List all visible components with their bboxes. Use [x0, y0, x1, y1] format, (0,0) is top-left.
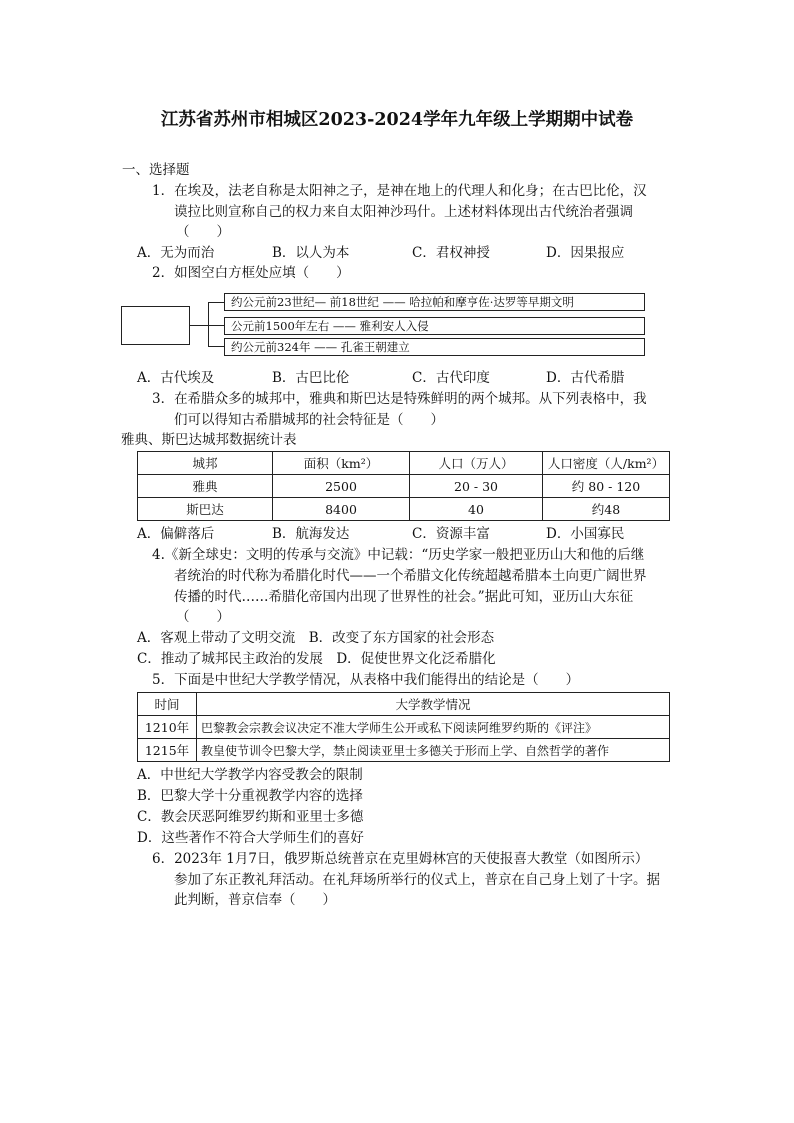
table-cell: 教皇使节训令巴黎大学，禁止阅读亚里士多德关于形而上学、自然哲学的著作 — [197, 739, 670, 762]
table-header-cell: 时间 — [138, 693, 197, 716]
table-header-row — [138, 693, 670, 716]
table-header-row — [138, 452, 670, 475]
q1-stem-line2: 谟拉比则宣称自己的权力来自太阳神沙玛什。上述材料体现出古代统治者强调 — [174, 204, 633, 220]
table-header-cell: 人口密度（人/km²） — [543, 452, 670, 475]
table-cell: 斯巴达 — [138, 498, 273, 521]
q2-bracket-bottom — [208, 346, 224, 347]
table-cell: 1215年 — [138, 739, 197, 762]
q1-option-c: C．君权神授 — [412, 245, 490, 261]
table-cell: 约48 — [543, 498, 670, 521]
section-heading: 一、选择题 — [122, 162, 190, 178]
q3-option-c: C．资源丰富 — [412, 526, 490, 542]
q1-option-b: B．以人为本 — [272, 245, 350, 261]
table-row — [138, 475, 670, 498]
q2-bracket-top — [208, 302, 224, 303]
q3-stem-line2: 们可以得知古希腊城邦的社会特征是（ ） — [174, 412, 444, 428]
table-row — [138, 739, 670, 762]
q4-answer-paren: （ ） — [176, 609, 230, 625]
q6-stem-line2: 参加了东正教礼拜活动。在礼拜场所举行的仪式上，普京在自己身上划了十字。据 — [174, 872, 660, 888]
q2-blank-box — [121, 306, 190, 345]
q4-options-cd: C．推动了城邦民主政治的发展 D．促使世界文化泛希腊化 — [137, 651, 496, 667]
q3-option-a: A．偏僻落后 — [137, 526, 215, 542]
table-cell: 约 80 - 120 — [543, 475, 670, 498]
table-row — [138, 716, 670, 739]
q2-timeline-box-1: 约公元前23世纪— 前18世纪 —— 哈拉帕和摩亨佐·达罗等早期文明 — [224, 293, 645, 311]
q2-bracket-mid — [208, 325, 224, 326]
q3-data-table — [137, 451, 670, 521]
table-cell: 40 — [410, 498, 543, 521]
q2-timeline-box-2: 公元前1500年左右 —— 雅利安人入侵 — [224, 317, 645, 335]
q6-stem-line1: 6．2023年 1月7日，俄罗斯总统普京在克里姆林宫的天使报喜大教堂（如图所示） — [152, 851, 649, 867]
table-header-cell: 面积（km²） — [273, 452, 410, 475]
q4-stem-line1: 4.《新全球史：文明的传承与交流》中记载：“历史学家一般把亚历山大和他的后继 — [152, 547, 645, 563]
q5-data-table — [137, 692, 670, 762]
q2-option-b: B．古巴比伦 — [272, 370, 350, 386]
q2-timeline-box-3: 约公元前324年 —— 孔雀王朝建立 — [224, 338, 645, 356]
q2-connector — [190, 325, 208, 326]
table-header-cell: 城邦 — [138, 452, 273, 475]
q5-option-a: A．中世纪大学教学内容受教会的限制 — [137, 767, 363, 783]
q3-option-d: D．小国寡民 — [546, 526, 625, 542]
q1-option-a: A．无为而治 — [137, 245, 215, 261]
q4-stem-line3: 传播的时代……希腊化帝国内出现了世界性的社会。”据此可知，亚历山大东征 — [174, 589, 634, 605]
q5-option-d: D．这些著作不符合大学师生们的喜好 — [137, 830, 364, 846]
exam-title: 江苏省苏州市相城区2023-2024学年九年级上学期期中试卷 — [160, 110, 634, 130]
table-cell: 1210年 — [138, 716, 197, 739]
q3-stem-line1: 3．在希腊众多的城邦中，雅典和斯巴达是特殊鲜明的两个城邦。从下列表格中，我 — [152, 391, 647, 407]
table-row — [138, 498, 670, 521]
q5-stem: 5．下面是中世纪大学教学情况，从表格中我们能得出的结论是（ ） — [152, 672, 580, 688]
q2-stem: 2．如图空白方框处应填（ ） — [152, 265, 350, 281]
q5-option-b: B．巴黎大学十分重视教学内容的选择 — [137, 788, 363, 804]
q2-bracket — [208, 302, 209, 346]
q3-option-b: B．航海发达 — [272, 526, 350, 542]
table-cell: 雅典 — [138, 475, 273, 498]
q2-option-d: D．古代希腊 — [546, 370, 625, 386]
table-header-cell: 大学教学情况 — [197, 693, 670, 716]
q3-table-title: 雅典、斯巴达城邦数据统计表 — [121, 432, 297, 448]
q6-stem-line3: 此判断，普京信奉（ ） — [174, 892, 336, 908]
q2-option-c: C．古代印度 — [412, 370, 490, 386]
q4-options-ab: A．客观上带动了文明交流 B．改变了东方国家的社会形态 — [137, 630, 495, 646]
table-header-cell: 人口（万人） — [410, 452, 543, 475]
q1-answer-paren: （ ） — [176, 224, 230, 240]
table-cell: 20 - 30 — [410, 475, 543, 498]
table-cell: 巴黎教会宗教会议决定不准大学师生公开或私下阅读阿维罗约斯的《评注》 — [197, 716, 670, 739]
q4-stem-line2: 者统治的时代称为希腊化时代——一个希腊文化传统超越希腊本土向更广阔世界 — [174, 568, 647, 584]
q2-option-a: A．古代埃及 — [137, 370, 215, 386]
q5-option-c: C．教会厌恶阿维罗约斯和亚里士多德 — [137, 809, 364, 825]
table-cell: 2500 — [273, 475, 410, 498]
table-cell: 8400 — [273, 498, 410, 521]
q1-stem-line1: 1．在埃及，法老自称是太阳神之子，是神在地上的代理人和化身；在古巴比伦，汉 — [152, 183, 647, 199]
q1-option-d: D．因果报应 — [546, 245, 625, 261]
